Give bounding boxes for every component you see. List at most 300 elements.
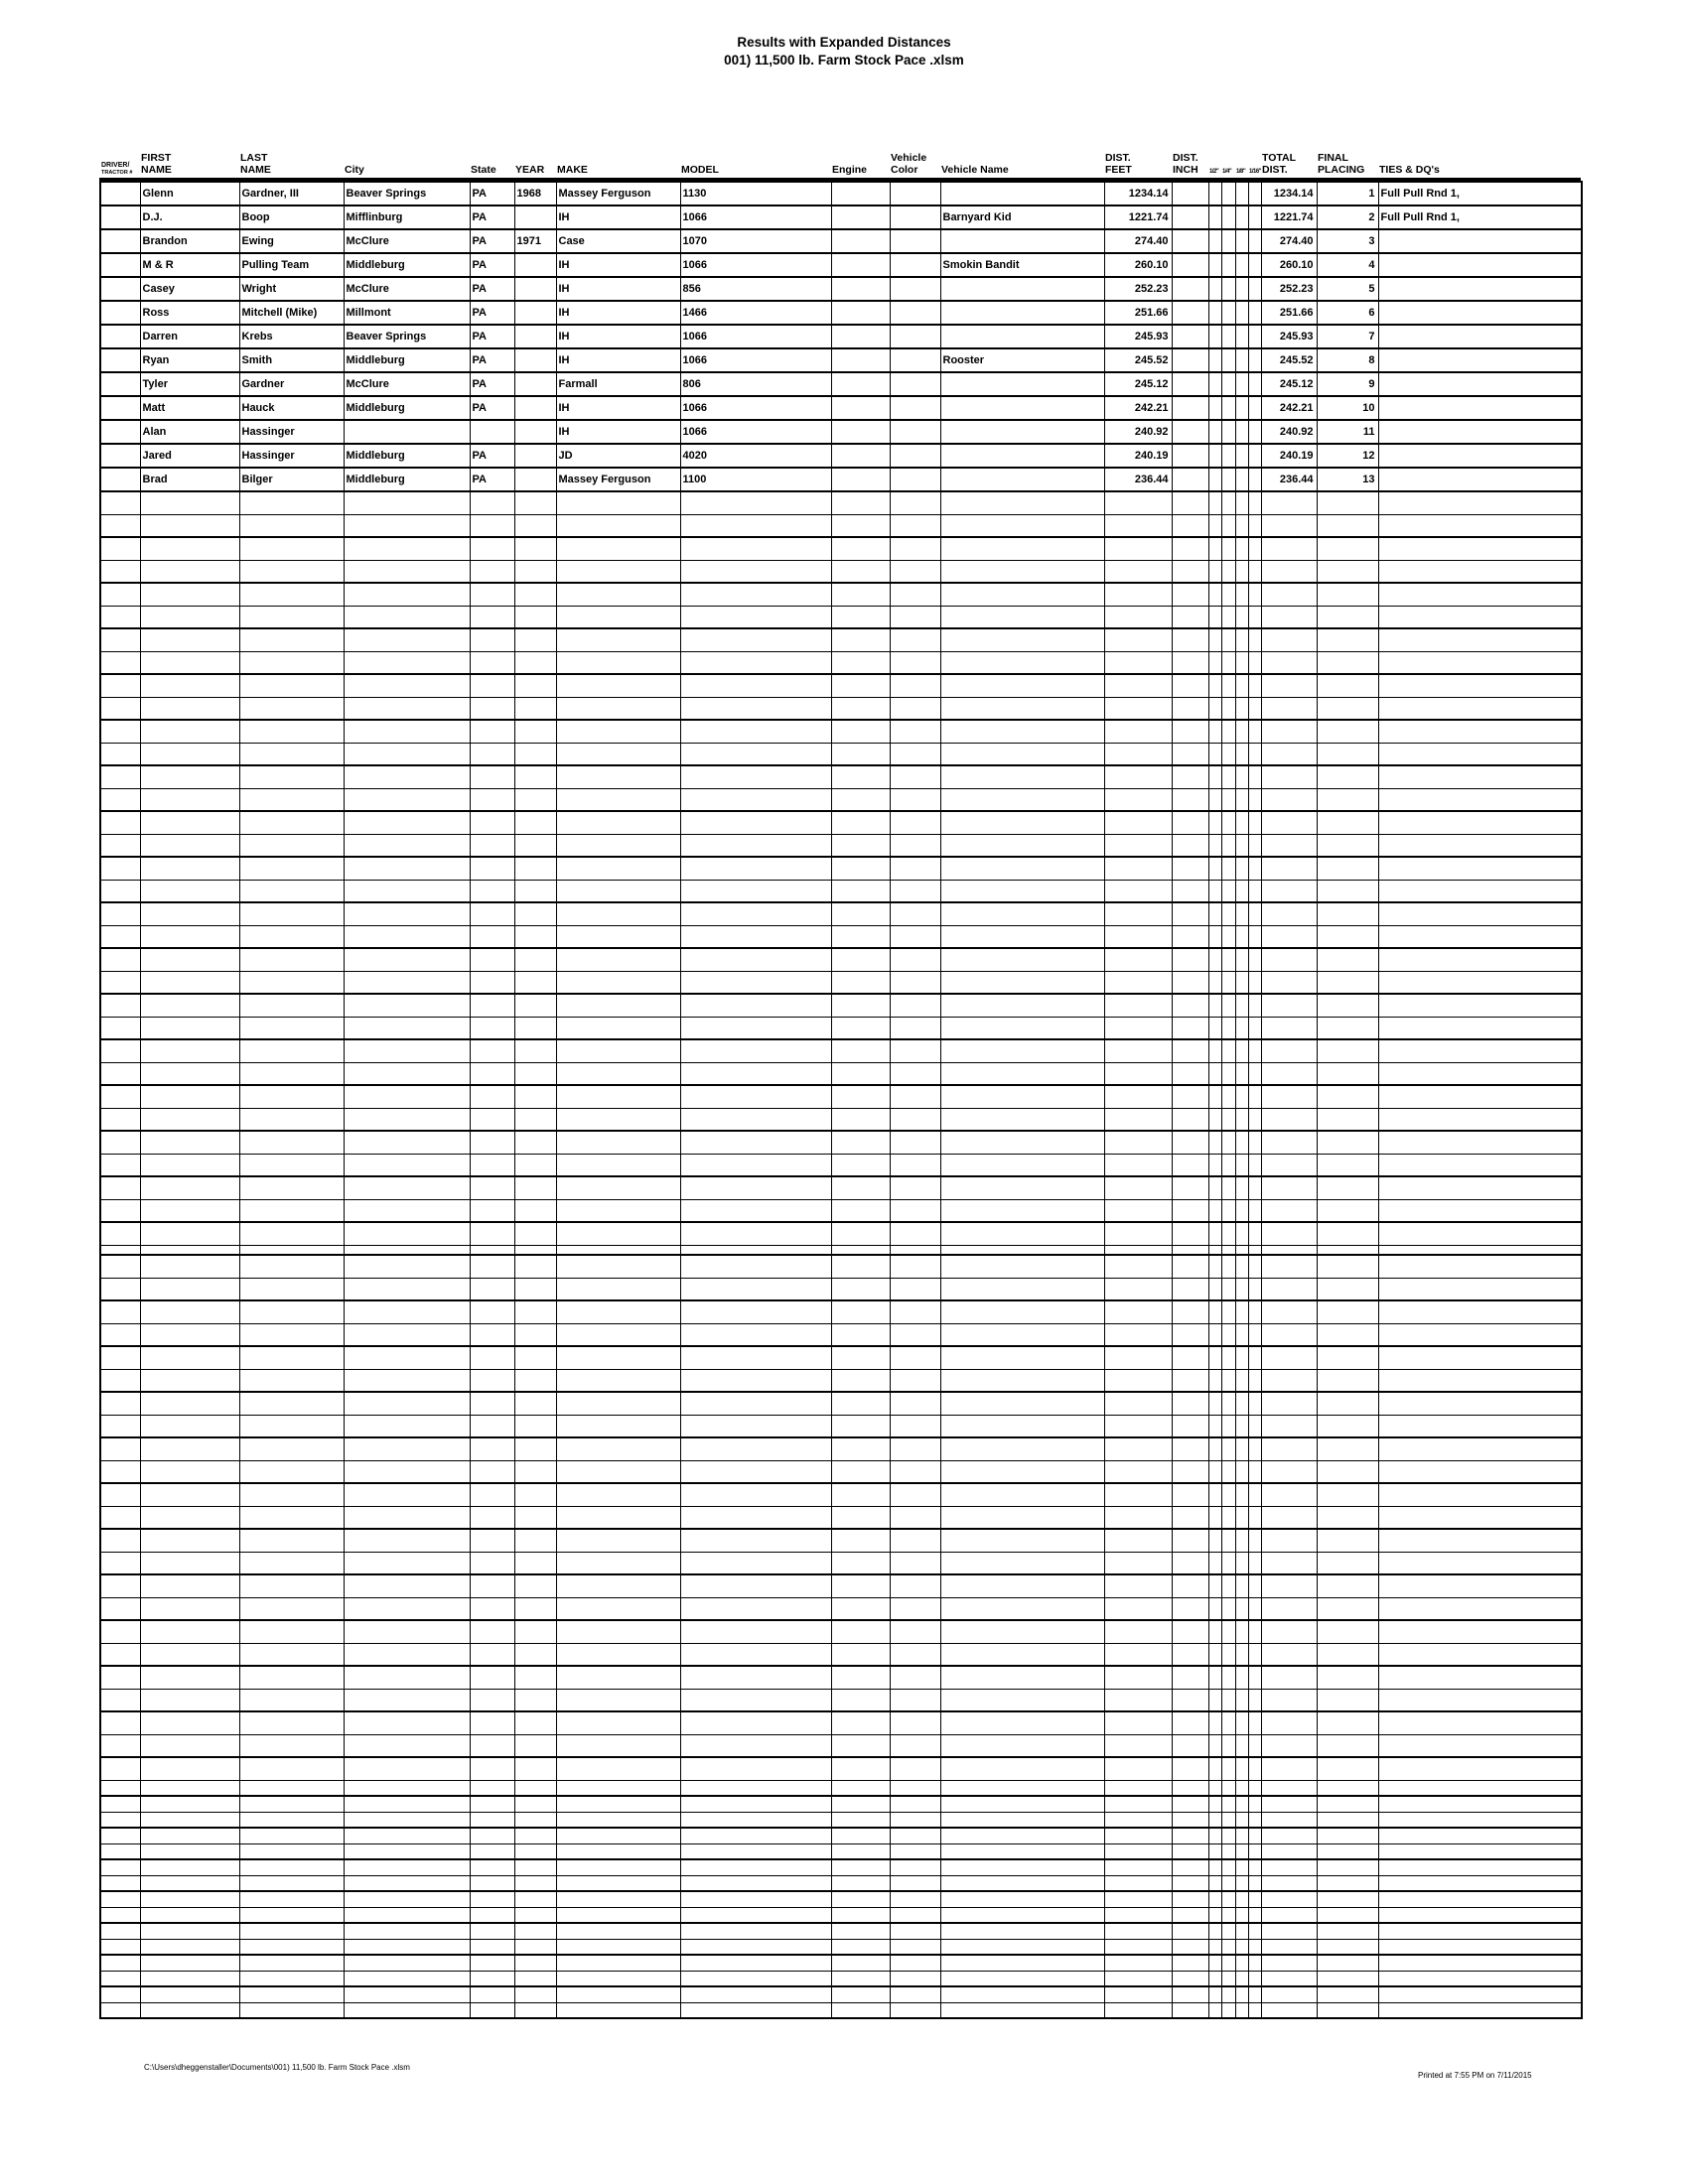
empty-cell-year — [514, 880, 556, 902]
header-cell-make: MAKE — [557, 163, 588, 176]
cell-inch — [1172, 396, 1208, 420]
empty-cell-half — [1208, 560, 1221, 583]
empty-cell-total — [1261, 1062, 1317, 1085]
cell-inch — [1172, 348, 1208, 372]
cell-eighth — [1235, 372, 1248, 396]
empty-cell-tractor — [100, 1176, 140, 1199]
empty-cell-ties — [1378, 1875, 1582, 1891]
page-subtitle: 001) 11,500 lb. Farm Stock Pace .xlsm — [724, 53, 964, 68]
cell-tractor — [100, 253, 140, 277]
empty-cell-inch — [1172, 1574, 1208, 1597]
empty-cell-city — [344, 2002, 470, 2018]
empty-cell-make — [556, 2002, 680, 2018]
empty-cell-eighth — [1235, 537, 1248, 560]
cell-placing: 8 — [1317, 348, 1378, 372]
empty-cell-color — [890, 1875, 940, 1891]
empty-cell-first — [140, 1300, 239, 1323]
empty-cell-year — [514, 1574, 556, 1597]
cell-state: PA — [470, 396, 514, 420]
empty-cell-sixteenth — [1248, 1907, 1261, 1923]
empty-row — [100, 880, 1582, 902]
empty-cell-model — [680, 834, 831, 857]
empty-cell-last — [239, 857, 344, 880]
empty-cell-quarter — [1221, 537, 1235, 560]
cell-feet: 252.23 — [1104, 277, 1172, 301]
empty-cell-last — [239, 1255, 344, 1278]
empty-cell-inch — [1172, 1923, 1208, 1939]
empty-cell-model — [680, 1085, 831, 1108]
empty-cell-ties — [1378, 1597, 1582, 1620]
empty-cell-city — [344, 1437, 470, 1460]
empty-cell-sixteenth — [1248, 1843, 1261, 1859]
empty-cell-color — [890, 583, 940, 606]
empty-cell-last — [239, 1891, 344, 1907]
empty-cell-color — [890, 1757, 940, 1780]
empty-cell-model — [680, 811, 831, 834]
empty-cell-model — [680, 1666, 831, 1689]
empty-cell-year — [514, 1597, 556, 1620]
empty-cell-city — [344, 1812, 470, 1828]
cell-model: 4020 — [680, 444, 831, 468]
empty-cell-last — [239, 1757, 344, 1780]
empty-cell-eighth — [1235, 971, 1248, 994]
cell-half — [1208, 301, 1221, 325]
empty-cell-inch — [1172, 1199, 1208, 1222]
empty-cell-state — [470, 537, 514, 560]
empty-cell-total — [1261, 1643, 1317, 1666]
empty-cell-color — [890, 1346, 940, 1369]
empty-cell-engine — [831, 1131, 890, 1154]
cell-city: McClure — [344, 372, 470, 396]
empty-row — [100, 1812, 1582, 1828]
empty-cell-half — [1208, 811, 1221, 834]
empty-cell-color — [890, 1643, 940, 1666]
empty-cell-quarter — [1221, 743, 1235, 765]
empty-cell-ties — [1378, 1483, 1582, 1506]
empty-cell-half — [1208, 1300, 1221, 1323]
cell-quarter — [1221, 420, 1235, 444]
empty-cell-half — [1208, 1620, 1221, 1643]
empty-cell-last — [239, 1176, 344, 1199]
empty-cell-last — [239, 1346, 344, 1369]
empty-cell-placing — [1317, 925, 1378, 948]
empty-cell-make — [556, 1986, 680, 2002]
cell-total: 251.66 — [1261, 301, 1317, 325]
empty-cell-total — [1261, 537, 1317, 560]
empty-cell-engine — [831, 1734, 890, 1757]
cell-make: IH — [556, 348, 680, 372]
empty-cell-tractor — [100, 1552, 140, 1574]
empty-cell-engine — [831, 1875, 890, 1891]
empty-cell-year — [514, 1392, 556, 1415]
empty-cell-model — [680, 1875, 831, 1891]
empty-cell-color — [890, 560, 940, 583]
empty-cell-total — [1261, 606, 1317, 628]
empty-cell-half — [1208, 1176, 1221, 1199]
empty-cell-city — [344, 1176, 470, 1199]
empty-cell-state — [470, 491, 514, 514]
empty-cell-color — [890, 902, 940, 925]
empty-cell-ties — [1378, 1574, 1582, 1597]
empty-cell-city — [344, 1955, 470, 1971]
empty-cell-placing — [1317, 1199, 1378, 1222]
empty-cell-feet — [1104, 1711, 1172, 1734]
empty-cell-state — [470, 743, 514, 765]
cell-vname — [940, 182, 1104, 205]
empty-cell-city — [344, 1875, 470, 1891]
empty-row — [100, 1108, 1582, 1131]
cell-ties — [1378, 444, 1582, 468]
empty-cell-year — [514, 1875, 556, 1891]
empty-cell-engine — [831, 994, 890, 1017]
empty-cell-color — [890, 1176, 940, 1199]
empty-cell-state — [470, 1666, 514, 1689]
empty-cell-inch — [1172, 1154, 1208, 1176]
empty-cell-tractor — [100, 491, 140, 514]
cell-model: 856 — [680, 277, 831, 301]
empty-cell-vname — [940, 925, 1104, 948]
empty-cell-total — [1261, 1255, 1317, 1278]
empty-cell-first — [140, 971, 239, 994]
empty-cell-last — [239, 697, 344, 720]
empty-cell-engine — [831, 925, 890, 948]
empty-cell-eighth — [1235, 1828, 1248, 1843]
empty-cell-vname — [940, 1812, 1104, 1828]
empty-cell-placing — [1317, 834, 1378, 857]
empty-cell-inch — [1172, 1017, 1208, 1039]
empty-cell-tractor — [100, 1108, 140, 1131]
empty-cell-eighth — [1235, 1369, 1248, 1392]
empty-cell-first — [140, 560, 239, 583]
empty-cell-city — [344, 1300, 470, 1323]
empty-cell-model — [680, 1392, 831, 1415]
empty-cell-inch — [1172, 1245, 1208, 1255]
empty-cell-ties — [1378, 537, 1582, 560]
cell-color — [890, 444, 940, 468]
empty-cell-ties — [1378, 628, 1582, 651]
empty-cell-first — [140, 1323, 239, 1346]
empty-cell-city — [344, 583, 470, 606]
empty-cell-year — [514, 1483, 556, 1506]
empty-cell-engine — [831, 765, 890, 788]
empty-cell-quarter — [1221, 1689, 1235, 1711]
empty-cell-ties — [1378, 765, 1582, 788]
empty-cell-year — [514, 606, 556, 628]
empty-cell-color — [890, 1923, 940, 1939]
empty-cell-ties — [1378, 925, 1582, 948]
cell-inch — [1172, 301, 1208, 325]
empty-cell-half — [1208, 674, 1221, 697]
empty-row — [100, 1986, 1582, 2002]
empty-row — [100, 1891, 1582, 1907]
empty-cell-color — [890, 1843, 940, 1859]
empty-cell-tractor — [100, 1245, 140, 1255]
empty-cell-inch — [1172, 1415, 1208, 1437]
empty-cell-placing — [1317, 1828, 1378, 1843]
empty-cell-placing — [1317, 674, 1378, 697]
cell-engine — [831, 420, 890, 444]
empty-cell-inch — [1172, 971, 1208, 994]
empty-cell-model — [680, 1460, 831, 1483]
empty-cell-ties — [1378, 1529, 1582, 1552]
empty-cell-feet — [1104, 1278, 1172, 1300]
cell-model: 1130 — [680, 182, 831, 205]
empty-cell-half — [1208, 1574, 1221, 1597]
cell-tractor — [100, 301, 140, 325]
empty-cell-eighth — [1235, 880, 1248, 902]
empty-cell-model — [680, 1828, 831, 1843]
empty-cell-state — [470, 902, 514, 925]
empty-cell-model — [680, 1154, 831, 1176]
empty-cell-state — [470, 1939, 514, 1955]
empty-cell-quarter — [1221, 1971, 1235, 1986]
empty-cell-sixteenth — [1248, 674, 1261, 697]
empty-cell-model — [680, 1415, 831, 1437]
empty-cell-placing — [1317, 1734, 1378, 1757]
cell-placing: 10 — [1317, 396, 1378, 420]
empty-cell-total — [1261, 1812, 1317, 1828]
empty-cell-feet — [1104, 857, 1172, 880]
empty-cell-engine — [831, 1971, 890, 1986]
empty-cell-sixteenth — [1248, 1923, 1261, 1939]
cell-sixteenth — [1248, 468, 1261, 491]
empty-cell-engine — [831, 1245, 890, 1255]
empty-cell-feet — [1104, 1506, 1172, 1529]
cell-eighth — [1235, 205, 1248, 229]
cell-last: Bilger — [239, 468, 344, 491]
empty-cell-inch — [1172, 1506, 1208, 1529]
empty-cell-last — [239, 720, 344, 743]
empty-cell-inch — [1172, 1689, 1208, 1711]
empty-row — [100, 1597, 1582, 1620]
empty-cell-ties — [1378, 1369, 1582, 1392]
cell-make: IH — [556, 277, 680, 301]
empty-cell-ties — [1378, 606, 1582, 628]
empty-cell-total — [1261, 1085, 1317, 1108]
empty-cell-sixteenth — [1248, 971, 1261, 994]
empty-cell-color — [890, 1711, 940, 1734]
table-row — [100, 444, 1582, 468]
empty-cell-total — [1261, 971, 1317, 994]
empty-cell-year — [514, 1460, 556, 1483]
empty-cell-city — [344, 720, 470, 743]
empty-cell-sixteenth — [1248, 811, 1261, 834]
empty-cell-feet — [1104, 1796, 1172, 1812]
empty-cell-eighth — [1235, 1415, 1248, 1437]
empty-cell-tractor — [100, 834, 140, 857]
empty-cell-feet — [1104, 902, 1172, 925]
empty-cell-feet — [1104, 1828, 1172, 1843]
empty-cell-engine — [831, 1062, 890, 1085]
empty-cell-make — [556, 743, 680, 765]
empty-cell-sixteenth — [1248, 560, 1261, 583]
empty-cell-first — [140, 765, 239, 788]
empty-row — [100, 560, 1582, 583]
empty-cell-total — [1261, 720, 1317, 743]
empty-cell-placing — [1317, 651, 1378, 674]
empty-cell-eighth — [1235, 1711, 1248, 1734]
cell-quarter — [1221, 182, 1235, 205]
empty-cell-eighth — [1235, 765, 1248, 788]
empty-cell-vname — [940, 1939, 1104, 1955]
empty-cell-state — [470, 1323, 514, 1346]
empty-cell-placing — [1317, 1483, 1378, 1506]
cell-first: Tyler — [140, 372, 239, 396]
empty-cell-model — [680, 628, 831, 651]
empty-cell-feet — [1104, 697, 1172, 720]
header-cell-placing: FINAL PLACING — [1318, 152, 1365, 176]
empty-cell-state — [470, 1734, 514, 1757]
cell-total: 260.10 — [1261, 253, 1317, 277]
empty-cell-year — [514, 697, 556, 720]
empty-cell-half — [1208, 902, 1221, 925]
empty-cell-engine — [831, 1986, 890, 2002]
cell-year — [514, 253, 556, 277]
empty-cell-year — [514, 1131, 556, 1154]
empty-cell-vname — [940, 1907, 1104, 1923]
empty-cell-total — [1261, 1437, 1317, 1460]
empty-cell-color — [890, 1597, 940, 1620]
cell-year — [514, 468, 556, 491]
empty-cell-total — [1261, 1245, 1317, 1255]
empty-cell-color — [890, 1666, 940, 1689]
empty-cell-year — [514, 1062, 556, 1085]
cell-tractor — [100, 182, 140, 205]
empty-cell-inch — [1172, 1971, 1208, 1986]
empty-cell-eighth — [1235, 834, 1248, 857]
empty-cell-tractor — [100, 1875, 140, 1891]
empty-cell-eighth — [1235, 1666, 1248, 1689]
empty-cell-quarter — [1221, 1597, 1235, 1620]
empty-cell-last — [239, 765, 344, 788]
cell-sixteenth — [1248, 396, 1261, 420]
empty-row — [100, 720, 1582, 743]
empty-cell-quarter — [1221, 1907, 1235, 1923]
empty-cell-feet — [1104, 948, 1172, 971]
empty-cell-tractor — [100, 1689, 140, 1711]
empty-cell-make — [556, 1415, 680, 1437]
empty-cell-last — [239, 1907, 344, 1923]
empty-cell-inch — [1172, 1392, 1208, 1415]
empty-cell-city — [344, 1986, 470, 2002]
empty-cell-color — [890, 1828, 940, 1843]
empty-cell-feet — [1104, 1757, 1172, 1780]
empty-cell-vname — [940, 1017, 1104, 1039]
empty-cell-last — [239, 1843, 344, 1859]
empty-cell-eighth — [1235, 1907, 1248, 1923]
empty-cell-year — [514, 1734, 556, 1757]
empty-cell-engine — [831, 720, 890, 743]
empty-cell-engine — [831, 674, 890, 697]
header-cell-half: 1/2" — [1209, 169, 1219, 175]
cell-sixteenth — [1248, 372, 1261, 396]
empty-row — [100, 1039, 1582, 1062]
empty-cell-year — [514, 1323, 556, 1346]
cell-model: 1070 — [680, 229, 831, 253]
empty-cell-inch — [1172, 743, 1208, 765]
empty-cell-eighth — [1235, 1574, 1248, 1597]
cell-half — [1208, 325, 1221, 348]
empty-row — [100, 1643, 1582, 1666]
empty-cell-total — [1261, 880, 1317, 902]
empty-cell-last — [239, 560, 344, 583]
empty-cell-inch — [1172, 514, 1208, 537]
empty-cell-placing — [1317, 1176, 1378, 1199]
cell-quarter — [1221, 348, 1235, 372]
empty-cell-first — [140, 1643, 239, 1666]
empty-cell-sixteenth — [1248, 697, 1261, 720]
empty-cell-feet — [1104, 1222, 1172, 1245]
header-cell-color: Vehicle Color — [891, 152, 927, 176]
empty-cell-year — [514, 971, 556, 994]
empty-cell-vname — [940, 606, 1104, 628]
empty-cell-quarter — [1221, 1891, 1235, 1907]
cell-feet: 236.44 — [1104, 468, 1172, 491]
cell-quarter — [1221, 396, 1235, 420]
cell-engine — [831, 348, 890, 372]
cell-inch — [1172, 229, 1208, 253]
empty-cell-state — [470, 1643, 514, 1666]
empty-cell-make — [556, 1255, 680, 1278]
empty-cell-first — [140, 1939, 239, 1955]
empty-cell-quarter — [1221, 902, 1235, 925]
empty-cell-quarter — [1221, 788, 1235, 811]
empty-cell-half — [1208, 1780, 1221, 1796]
empty-cell-quarter — [1221, 2002, 1235, 2018]
cell-last: Mitchell (Mike) — [239, 301, 344, 325]
empty-cell-engine — [831, 743, 890, 765]
empty-cell-color — [890, 1460, 940, 1483]
cell-make: Massey Ferguson — [556, 182, 680, 205]
empty-cell-sixteenth — [1248, 1199, 1261, 1222]
empty-cell-first — [140, 1711, 239, 1734]
empty-cell-year — [514, 1939, 556, 1955]
empty-cell-make — [556, 1222, 680, 1245]
empty-cell-color — [890, 537, 940, 560]
empty-cell-model — [680, 857, 831, 880]
empty-cell-half — [1208, 1039, 1221, 1062]
cell-eighth — [1235, 468, 1248, 491]
empty-cell-sixteenth — [1248, 1392, 1261, 1415]
empty-cell-vname — [940, 857, 1104, 880]
cell-engine — [831, 229, 890, 253]
empty-cell-last — [239, 1939, 344, 1955]
empty-cell-first — [140, 1392, 239, 1415]
empty-cell-year — [514, 628, 556, 651]
empty-cell-engine — [831, 1757, 890, 1780]
empty-cell-total — [1261, 834, 1317, 857]
empty-cell-feet — [1104, 1689, 1172, 1711]
empty-cell-last — [239, 811, 344, 834]
empty-row — [100, 1859, 1582, 1875]
cell-tractor — [100, 420, 140, 444]
empty-cell-feet — [1104, 537, 1172, 560]
cell-half — [1208, 348, 1221, 372]
empty-cell-state — [470, 811, 514, 834]
empty-cell-vname — [940, 514, 1104, 537]
cell-make: IH — [556, 205, 680, 229]
cell-total: 236.44 — [1261, 468, 1317, 491]
empty-cell-first — [140, 1907, 239, 1923]
empty-cell-tractor — [100, 1415, 140, 1437]
empty-cell-placing — [1317, 628, 1378, 651]
empty-cell-half — [1208, 1154, 1221, 1176]
empty-cell-total — [1261, 1891, 1317, 1907]
empty-cell-half — [1208, 1392, 1221, 1415]
empty-cell-model — [680, 1039, 831, 1062]
cell-year — [514, 396, 556, 420]
empty-cell-sixteenth — [1248, 1506, 1261, 1529]
